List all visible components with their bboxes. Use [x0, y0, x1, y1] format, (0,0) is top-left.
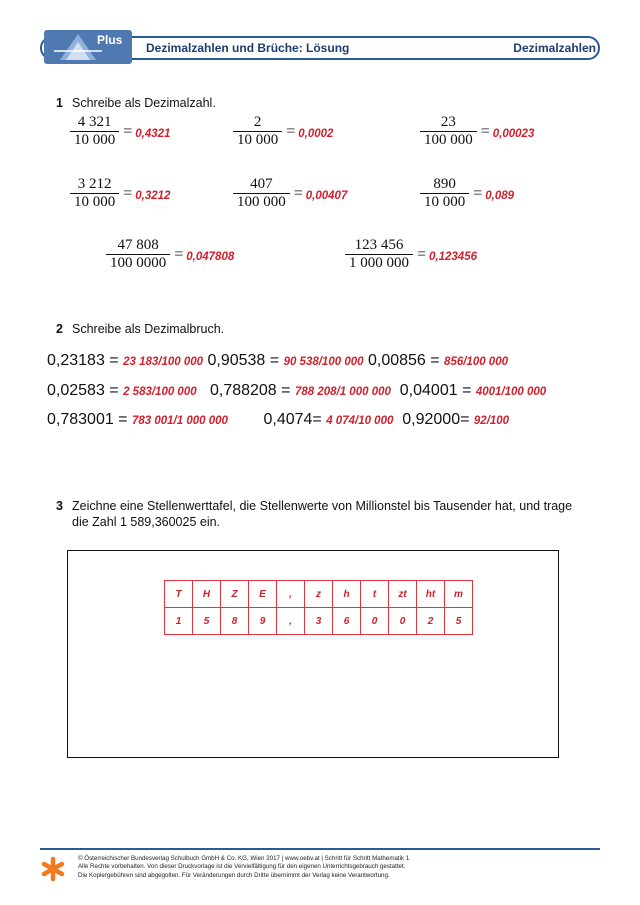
decimal-question: 0,783001 = [47, 411, 128, 428]
fraction-item: $\frac{123 456}{1 000 000}$ = 0,123456 [345, 237, 477, 272]
answer: 0,00407 [305, 189, 348, 202]
decimal-row [47, 352, 508, 370]
table-cell: 8 [221, 608, 249, 635]
denominator: 100 0000 [106, 254, 170, 272]
page-title: Dezimalzahlen und Brüche: Lösung [146, 41, 350, 55]
decimal-question: 0,92000= [402, 411, 470, 428]
table-cell: E [249, 581, 277, 608]
answer: 23 183/100 000 [123, 356, 204, 368]
table-cell: m [445, 581, 473, 608]
numerator: 890 [433, 176, 456, 192]
numerator: 2 [253, 114, 262, 130]
numerator: 47 808 [117, 237, 159, 253]
footer-line: Alle Rechte vorbehalten. Von dieser Druckvorlage ist die Vervielfältigung für den eigenen Unterrichtsgebrauch gestattet. [78, 863, 406, 871]
table-cell: H [193, 581, 221, 608]
answer: 783 001/1 000 000 [131, 415, 228, 427]
denominator: 10 000 [70, 131, 119, 149]
numerator: 407 [250, 176, 273, 192]
fraction-item: $\frac{3 212}{10 000}$ = 0,3212 [70, 176, 170, 211]
answer: 92/100 [473, 415, 510, 427]
task-1-heading [56, 96, 216, 110]
table-cell: 0 [361, 608, 389, 635]
numerator: 4 321 [77, 114, 112, 130]
decimal-question: 0,788208 = [209, 382, 291, 399]
table-cell: h [333, 581, 361, 608]
task-number: 2 [56, 322, 63, 336]
denominator: 10 000 [70, 193, 119, 211]
fraction-item: $\frac{407}{100 000}$ = 0,00407 [233, 176, 347, 211]
table-cell: ht [417, 581, 445, 608]
task-instruction: Zeichne eine Stellenwerttafel, die Stellenwerte von Millionstel bis Tausender hat, und trage [72, 499, 573, 513]
numerator: 123 456 [354, 237, 404, 253]
table-cell: z [305, 581, 333, 608]
table-cell: , [277, 581, 305, 608]
table-cell: 1 [165, 608, 193, 635]
task-number: 1 [56, 96, 63, 110]
table-cell: zt [389, 581, 417, 608]
fraction-item: $\frac{4 321}{10 000}$ = 0,4321 [70, 114, 170, 149]
star-logo-icon [40, 856, 66, 887]
answer: 0,123456 [429, 250, 477, 263]
answer: 0,047808 [186, 250, 235, 263]
answer: 788 208/1 000 000 [294, 386, 391, 398]
copyright-notice [78, 855, 548, 880]
task-number: 3 [56, 499, 63, 513]
section-title: Dezimalzahlen [513, 41, 596, 55]
denominator: 100 000 [233, 193, 290, 211]
fraction-item: $\frac{47 808}{100 0000}$ = 0,047808 [106, 237, 234, 272]
answer: 0,089 [485, 189, 515, 202]
table-cell: t [361, 581, 389, 608]
table-row [165, 608, 473, 635]
fraction-item: $\frac{23}{100 000}$ = 0,00023 [420, 114, 534, 149]
footer-line: Die Kopiergebühren sind abgegolten. Für Veränderungen durch Dritte übernimmt der Verlag keine Verantwortung. [78, 871, 390, 879]
fraction-item: $\frac{890}{10 000}$ = 0,089 [420, 176, 514, 211]
decimal-question: 0,02583 = [47, 382, 119, 399]
table-cell: 5 [193, 608, 221, 635]
task-instruction-cont: die Zahl 1 589,360025 ein. [72, 515, 221, 529]
table-cell: 5 [445, 608, 473, 635]
task-instruction: Schreibe als Dezimalzahl. [72, 96, 216, 110]
denominator: 10 000 [420, 193, 469, 211]
place-value-table [164, 580, 473, 635]
denominator: 100 000 [420, 131, 477, 149]
decimal-question: 0,90538 = [207, 352, 280, 369]
fraction-item: $\frac{2}{10 000}$ = 0,0002 [233, 114, 333, 149]
footer-divider [40, 848, 600, 850]
answer: 90 538/100 000 [283, 356, 364, 368]
answer: 4 074/10 000 [326, 415, 394, 427]
task-2-heading [56, 322, 224, 336]
logo-plus-text: Plus [97, 33, 123, 47]
answer: 0,4321 [135, 127, 171, 140]
decimal-question: 0,4074= [263, 411, 322, 428]
denominator: 10 000 [233, 131, 282, 149]
table-cell: 3 [305, 608, 333, 635]
answer: 0,0002 [298, 127, 334, 140]
answer: 856/100 000 [444, 356, 508, 368]
decimal-question: 0,04001 = [399, 382, 472, 399]
decimal-question: 0,00856 = [367, 352, 440, 369]
answer: 4001/100 000 [475, 386, 547, 398]
decimal-question: 0,23183 = [47, 352, 119, 369]
answer: 0,3212 [135, 189, 171, 202]
table-cell: T [165, 581, 193, 608]
decimal-row [47, 382, 546, 400]
table-header-row [165, 581, 473, 608]
footer-line: © Österreichischer Bundesverlag Schulbuch GmbH & Co. KG, Wien 2017 | www.oebv.at | Schritt für Schritt Mathematik 1 [78, 855, 410, 862]
table-cell: Z [221, 581, 249, 608]
denominator: 1 000 000 [345, 254, 413, 272]
table-cell: , [277, 608, 305, 635]
task-3-heading [56, 498, 572, 530]
table-cell: 9 [249, 608, 277, 635]
table-cell: 2 [417, 608, 445, 635]
table-cell: 0 [389, 608, 417, 635]
answer: 2 583/100 000 [123, 386, 197, 398]
table-cell: 6 [333, 608, 361, 635]
answer: 0,00023 [492, 127, 535, 140]
numerator: 3 212 [77, 176, 112, 192]
numerator: 23 [440, 114, 456, 130]
decimal-row [47, 411, 509, 429]
task-instruction: Schreibe als Dezimalbruch. [72, 322, 225, 336]
